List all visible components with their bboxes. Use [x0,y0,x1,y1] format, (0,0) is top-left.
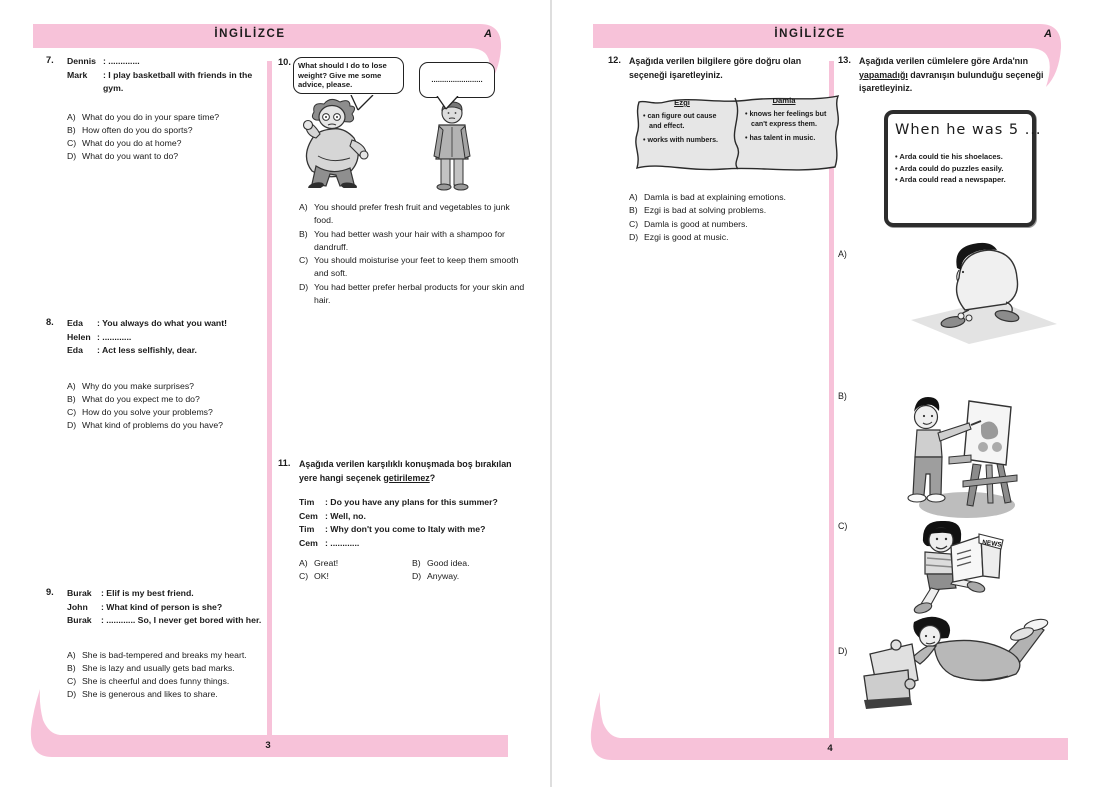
question-13-number: 13. [838,55,851,65]
answer-option: B) Ezgi is bad at solving problems. [629,205,767,216]
page-boundary-line [550,0,552,787]
table-right-header: Damla [772,96,796,105]
question-11-text: Aşağıda verilen karşılıklı konuşmada boş bırakılan yere hangi seçenek getirilemez? [299,459,512,483]
table-right-items: • knows her feelings but can't express them. • has talent in music. [745,110,827,143]
table-left-header: Ezgi [674,98,690,107]
answer-option: A) What do you do in your spare time? [67,111,220,122]
question-7-number: 7. [46,55,54,65]
question-9 [46,587,284,702]
table-left-items: • can figure out cause and effect. • works with numbers. [643,112,719,145]
boy-tying-shoelaces-image [903,238,1063,346]
chalkboard-card [884,110,1042,227]
speech-bubble-tail [348,95,376,113]
answer-option: C) How do you solve your problems? [67,407,213,418]
dialog-line: Helen : ............ [67,331,132,342]
answer-option: C) You should moisturise your feet to keep them smooth and soft. [299,255,519,279]
board-title: When he was 5 ... [895,122,1042,138]
right-booklet-variant: A [1044,28,1052,40]
dialog-line: Eda : You always do what you want! [67,318,228,328]
right-page-title: İNGİLİZCE [774,28,846,40]
dialog-line: Cem : ............ [299,537,360,548]
dialog-line: Burak : Elif is my best friend. [67,588,194,598]
choice-d-label: D) [838,646,848,656]
question-11-number: 11. [278,458,291,468]
boy-painting-at-easel-image [893,385,1038,523]
dialog-line: John : What kind of person is she? [67,601,223,612]
dialog-line: Mark : I play basketball with friends in the gym. [67,69,253,93]
question-12-number: 12. [608,55,621,65]
dialog-line: Tim : Why don't you come to Italy with me? [299,524,486,534]
question-12 [608,55,833,244]
answer-option: B) You had better wash your hair with a shampoo for dandruff. [299,228,505,252]
answer-option: A) She is bad-tempered and breaks my heart. [67,649,247,660]
dialog-line: Burak : ............ So, I never get bored with her. [67,615,262,625]
question-8 [46,317,274,433]
choice-a-label: A) [838,249,847,259]
answer-option: D) Ezgi is good at music. [629,231,729,242]
question-7 [46,55,274,164]
answer-option: C) Damla is good at numbers. [629,218,748,229]
answer-option: A) Damla is bad at explaining emotions. [629,192,786,202]
question-9-number: 9. [46,587,54,597]
answer-option: D) What kind of problems do you have? [67,420,224,431]
answer-option: C) OK! [299,571,329,582]
info-table-graphic [629,88,845,182]
answer-option: C) What do you do at home? [67,138,182,149]
choice-b-label: B) [838,391,847,401]
answer-option: B) Good idea. [412,558,470,568]
answer-option: A) Why do you make surprises? [67,380,195,391]
answer-option: D) Anyway. [412,571,460,582]
dialog-line: Dennis : ............. [67,56,140,66]
answer-option: B) What do you expect me to do? [67,393,200,404]
board-items: • Arda could tie his shoelaces. • Arda could do puzzles easily. • Arda could read a newspaper. [895,152,1006,185]
answer-option: C) She is cheerful and does funny things. [67,676,230,687]
answer-option: D) What do you want to do? [67,151,179,162]
speech-bubble-tail [434,96,462,112]
answer-option: A) Great! [299,558,339,568]
answer-option: D) You had better prefer herbal products for your skin and hair. [299,281,525,306]
question-10-options [278,201,530,307]
dialog-line: Eda : Act less selfishly, dear. [67,345,197,355]
left-page-number: 3 [265,740,271,751]
answer-option: A) You should prefer fresh fruit and vegetables to junk food. [299,202,510,226]
left-page-title: İNGİLİZCE [214,28,286,40]
right-page-number: 4 [827,743,833,754]
question-10-number: 10. [278,57,291,67]
speech-bubble-thin-man: ........................ [419,62,495,98]
question-13 [838,55,1058,96]
dialog-line: Tim : Do you have any plans for this summer? [299,497,498,507]
answer-option: B) She is lazy and usually gets bad marks. [67,662,235,673]
svg-text:NEWS: NEWS [981,539,1003,549]
question-12-text: Aşağıda verilen bilgilere göre doğru olan seçeneği işaretleyiniz. [629,56,802,80]
choice-c-label: C) [838,521,848,531]
boy-reading-newspaper-image [895,518,1020,618]
speech-bubble-fat-man: What should I do to lose weight? Give me some advice, please. [293,57,404,94]
boy-doing-puzzle-image [858,612,1053,717]
thin-man-illustration [425,100,480,192]
question-13-text: Aşağıda verilen cümlelere göre Arda'nın yapamadığı davranışın bulunduğu seçeneği işaretleyiniz. [859,56,1044,93]
question-11 [278,458,530,584]
answer-option: D) She is generous and likes to share. [67,689,218,700]
fat-man-illustration [292,98,392,188]
question-8-number: 8. [46,317,54,327]
left-booklet-variant: A [484,28,492,40]
answer-option: B) How often do you do sports? [67,124,193,135]
dialog-line: Cem : Well, no. [299,510,366,521]
